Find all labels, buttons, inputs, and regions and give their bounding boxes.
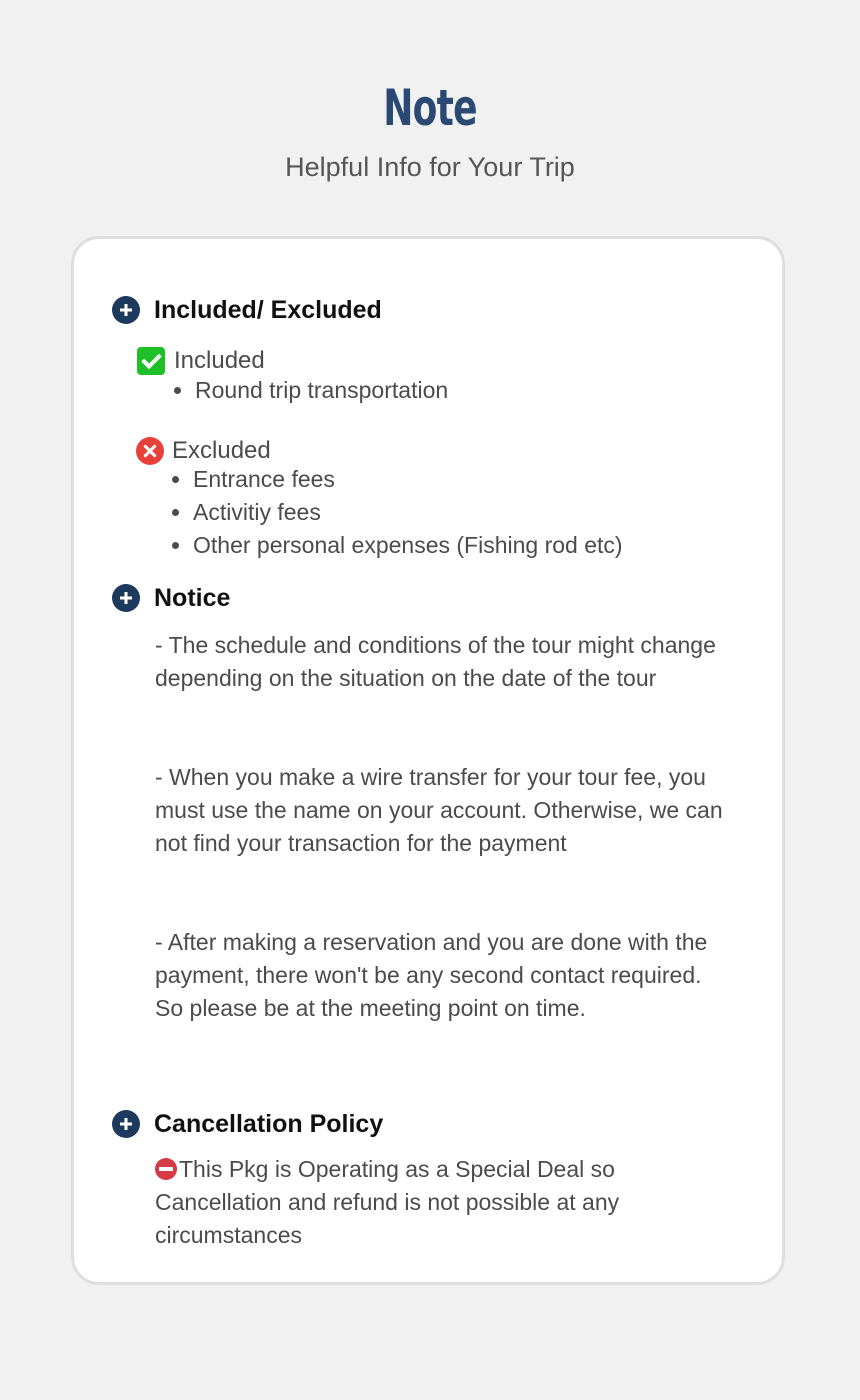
section-title: Cancellation Policy — [154, 1109, 384, 1138]
list-item: • Entrance fees — [193, 463, 623, 496]
list-item: • Other personal expenses (Fishing rod etc) — [193, 529, 623, 562]
plus-circle-icon[interactable] — [112, 296, 140, 324]
notice-paragraph: - The schedule and conditions of the tour might change depending on the situation on the date of the tour — [155, 632, 716, 691]
included-list — [173, 374, 448, 407]
excluded-list — [171, 463, 623, 562]
section-header-cancellation[interactable] — [112, 1108, 383, 1140]
section-header-notice[interactable] — [112, 582, 230, 614]
section-header-included-excluded[interactable] — [112, 294, 382, 326]
cross-icon — [136, 437, 164, 465]
check-icon — [137, 347, 165, 375]
included-label: Included — [174, 347, 265, 374]
plus-circle-icon[interactable] — [112, 1110, 140, 1138]
page-subtitle: Helpful Info for Your Trip — [285, 152, 575, 182]
list-item: • Round trip transportation — [195, 374, 448, 407]
notice-paragraph: - After making a reservation and you are done with the payment, there won't be any second contact required. So please be at the meeting point on time. — [155, 929, 708, 1021]
info-card — [71, 236, 785, 1285]
excluded-label: Excluded — [172, 437, 271, 464]
no-entry-icon — [155, 1158, 177, 1180]
section-title: Notice — [154, 583, 231, 612]
cancellation-policy-text: This Pkg is Operating as a Special Deal so Cancellation and refund is not possible at any circumstances — [155, 1156, 620, 1248]
section-title: Included/ Excluded — [154, 295, 382, 324]
notice-paragraph: - When you make a wire transfer for your tour fee, you must use the name on your account. Otherwise, we can not find your transaction for the payment — [155, 764, 723, 856]
cancellation-text — [155, 1153, 725, 1252]
list-item: • Activitiy fees — [193, 496, 623, 529]
plus-circle-icon[interactable] — [112, 584, 140, 612]
page-title: Note — [383, 79, 477, 137]
